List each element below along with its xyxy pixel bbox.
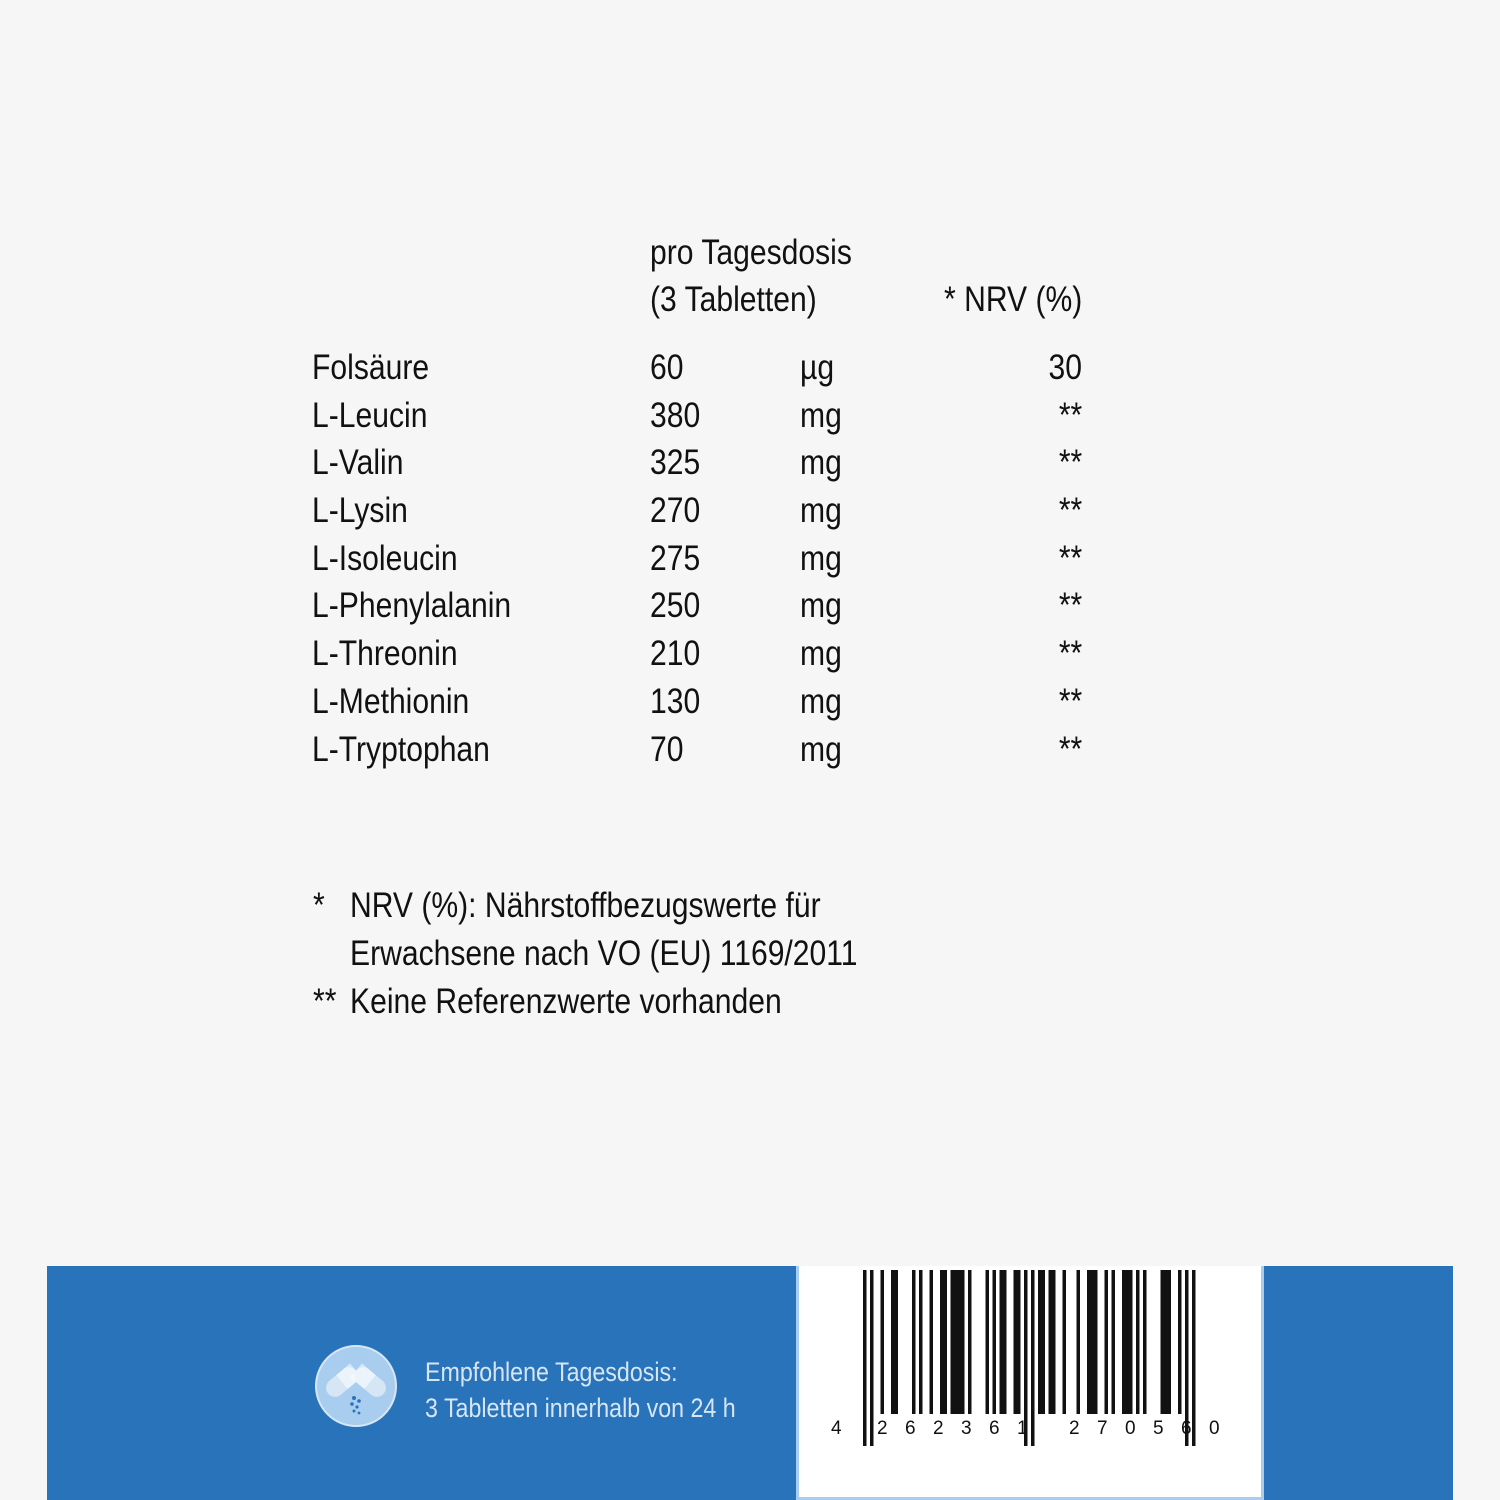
dosage-text: 3 Tabletten innerhalb von 24 h — [425, 1393, 736, 1423]
barcode-bar — [1049, 1270, 1053, 1414]
nutrient-name: L-Lysin — [312, 491, 408, 531]
nutrient-unit: µg — [800, 348, 835, 387]
nutrient-nrv: ** — [1058, 491, 1082, 531]
barcode-bar — [1087, 1270, 1091, 1414]
nutrient-row — [312, 439, 1092, 487]
barcode-digit: 3 — [961, 1418, 972, 1439]
barcode-bar — [912, 1270, 916, 1414]
barcode-digit: 0 — [1209, 1418, 1220, 1439]
nutrient-name: L-Valin — [312, 443, 404, 483]
nutrient-name: Folsäure — [312, 348, 430, 387]
footnote-1-marker: * — [313, 886, 325, 925]
barcode-guard-bar — [1192, 1270, 1196, 1446]
nutrient-nrv: ** — [1058, 729, 1082, 769]
barcode-bar — [895, 1270, 899, 1414]
nutrient-row — [312, 726, 1092, 774]
nutrient-amount: 325 — [650, 443, 701, 483]
barcode-digit: 0 — [1125, 1418, 1136, 1439]
footnote-2-text: Keine Referenzwerte vorhanden — [350, 982, 782, 1021]
nutrient-name: L-Leucin — [312, 395, 428, 435]
barcode-bar — [881, 1270, 885, 1414]
barcode-bar — [1091, 1270, 1095, 1414]
footnote-1-line-2: Erwachsene nach VO (EU) 1169/2011 — [350, 934, 858, 973]
barcode-guard-bar — [870, 1270, 874, 1446]
barcode-guard-bar — [863, 1270, 867, 1446]
barcode-bar — [919, 1270, 923, 1414]
nutrient-name: L-Methionin — [312, 681, 470, 721]
barcode-digit: 1 — [1017, 1418, 1028, 1439]
nutrient-unit: mg — [800, 538, 842, 578]
barcode-bar — [954, 1270, 958, 1414]
nutrient-name: L-Isoleucin — [312, 538, 458, 578]
nutrient-name: L-Tryptophan — [312, 729, 490, 769]
nutrient-nrv: 30 — [1048, 348, 1082, 387]
barcode-bar — [961, 1270, 965, 1414]
nutrient-name: L-Phenylalanin — [312, 586, 512, 626]
barcode-bar — [968, 1270, 972, 1414]
nutrient-amount: 250 — [650, 586, 701, 626]
barcode-bar — [1063, 1270, 1067, 1414]
footer-band — [47, 1266, 1453, 1500]
column-header-tablet-count: (3 Tabletten) — [650, 280, 817, 319]
barcode-bar — [1042, 1270, 1046, 1414]
dosage-recommendation — [425, 1354, 736, 1426]
barcode-bar — [1164, 1270, 1168, 1414]
ean13-barcode — [799, 1266, 1261, 1500]
barcode-digit: 2 — [877, 1418, 888, 1439]
barcode-bar — [1122, 1270, 1126, 1414]
barcode-bar — [1077, 1270, 1081, 1414]
nutrient-row — [312, 582, 1092, 630]
barcode-bar — [1161, 1270, 1165, 1414]
footnote-2-marker: ** — [313, 982, 337, 1021]
dosage-title: Empfohlene Tagesdosis: — [425, 1357, 678, 1387]
barcode-bar — [1014, 1270, 1018, 1414]
barcode-digit: 6 — [905, 1418, 916, 1439]
barcode-digit: 2 — [1069, 1418, 1080, 1439]
barcode-digit: 5 — [1153, 1418, 1164, 1439]
nutrient-unit: mg — [800, 729, 842, 769]
nutrient-name: L-Threonin — [312, 634, 458, 674]
barcode-bar — [1052, 1270, 1056, 1414]
barcode-panel — [796, 1266, 1264, 1500]
barcode-bar — [993, 1270, 997, 1414]
barcode-bar — [1017, 1270, 1021, 1414]
barcode-bar — [986, 1270, 990, 1414]
nutrient-amount: 275 — [650, 538, 701, 578]
barcode-digit: 6 — [1181, 1418, 1192, 1439]
barcode-digit: 6 — [989, 1418, 1000, 1439]
barcode-bar — [944, 1270, 948, 1414]
barcode-bar — [1136, 1270, 1140, 1414]
barcode-bar — [1094, 1270, 1098, 1414]
barcode-digit: 2 — [933, 1418, 944, 1439]
nutrient-amount: 270 — [650, 491, 701, 531]
nutrient-nrv: ** — [1058, 443, 1082, 483]
nutrient-unit: mg — [800, 586, 842, 626]
nutrient-amount: 380 — [650, 395, 701, 435]
barcode-bar — [1126, 1270, 1130, 1414]
nutrient-nrv: ** — [1058, 586, 1082, 626]
capsule-powder-icon — [314, 1344, 398, 1428]
nutrient-amount: 60 — [650, 348, 684, 387]
column-header-per-daily-dose: pro Tagesdosis — [650, 233, 852, 272]
nutrient-table — [312, 344, 1092, 773]
barcode-bar — [1168, 1270, 1172, 1414]
barcode-bar — [1038, 1270, 1042, 1414]
barcode-digit: 4 — [831, 1418, 842, 1439]
nutrient-nrv: ** — [1058, 681, 1082, 721]
column-header-nrv: * NRV (%) — [944, 280, 1083, 319]
nutrient-unit: mg — [800, 634, 842, 674]
nutrient-amount: 210 — [650, 634, 701, 674]
nutrient-row — [312, 344, 1092, 392]
barcode-bar — [1000, 1270, 1004, 1414]
barcode-bar — [891, 1270, 895, 1414]
barcode-bar — [1143, 1270, 1147, 1414]
barcode-bar — [951, 1270, 955, 1414]
nutrient-row — [312, 392, 1092, 440]
nutrient-nrv: ** — [1058, 395, 1082, 435]
barcode-bar — [1129, 1270, 1133, 1414]
nutrient-row — [312, 678, 1092, 726]
barcode-bar — [940, 1270, 944, 1414]
nutrient-unit: mg — [800, 491, 842, 531]
barcode-bar — [1112, 1270, 1116, 1414]
nutrient-nrv: ** — [1058, 634, 1082, 674]
nutrient-nrv: ** — [1058, 538, 1082, 578]
barcode-bar — [1105, 1270, 1109, 1414]
nutrient-amount: 130 — [650, 681, 701, 721]
nutrient-unit: mg — [800, 681, 842, 721]
barcode-bar — [1178, 1270, 1182, 1414]
nutrient-row — [312, 487, 1092, 535]
nutrient-amount: 70 — [650, 729, 684, 769]
barcode-digit: 7 — [1097, 1418, 1108, 1439]
barcode-bar — [958, 1270, 962, 1414]
nutrient-row — [312, 630, 1092, 678]
nutrient-unit: mg — [800, 395, 842, 435]
barcode-guard-bar — [1031, 1270, 1035, 1446]
barcode-bar — [1003, 1270, 1007, 1414]
nutrient-unit: mg — [800, 443, 842, 483]
nutrient-row — [312, 535, 1092, 583]
barcode-bar — [930, 1270, 934, 1414]
footnote-1-line-1: NRV (%): Nährstoffbezugswerte für — [350, 886, 821, 925]
